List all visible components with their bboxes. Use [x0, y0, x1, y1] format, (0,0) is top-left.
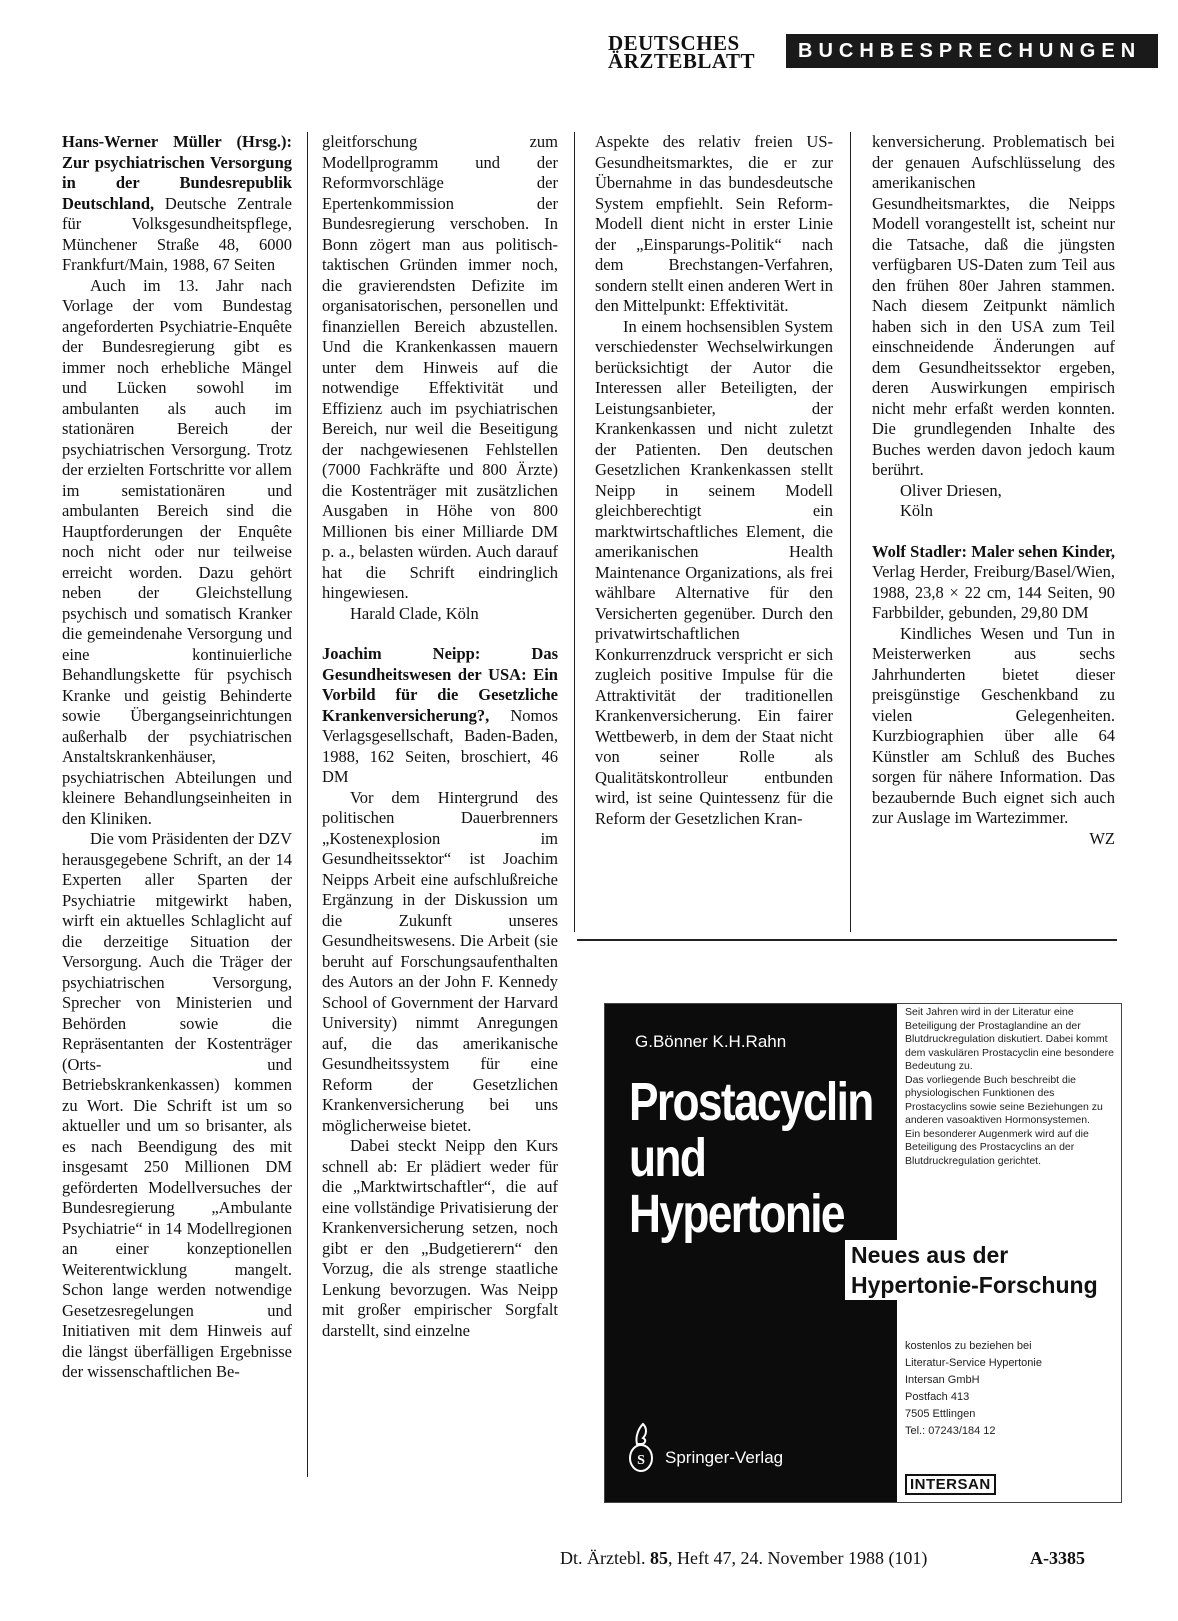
- review-2-signature-name: Oliver Driesen,: [900, 480, 1002, 500]
- column-3: [595, 132, 833, 829]
- review-1-heading: Hans-Werner Müller (Hrsg.): Zur psychiatrischen Versorgung in der Bundesrepublik Deutschland,: [62, 132, 292, 213]
- masthead: [596, 30, 1158, 76]
- review-2-paragraph: In einem hochsensiblen System verschiedenster Wechselwirkungen berücksichtigt der Autor die Interessen aller Beteiligten, der Leistungsanbieter, der Krankenkassen und nicht zuletzt der Patienten. Den deutschen Gesetzlichen Krankenkassen stellt Neipp in seinem Modell gleichberechtigt ein marktwirtschaftliches Element, die amerikanischen Health Maintenance Organizations, als frei wählbare Alternative für den Versicherten gegenüber. Durch den privatwirtschaftlichen Konkurrenzdruck verspricht er sich zugleich positive Impulse für die Attraktivität der traditionellen Krankenversicherung. Ein fairer Wettbewerb, in dem der Staat nicht von seiner Rolle als Qualitätskontrolleur entbunden wird, ist seine Quintessenz für die Reform der Gesetzlichen Kran-: [595, 316, 833, 828]
- review-1-biblio: Deutsche Zentrale für Volksgesundheitspflege, Münchener Straße 48, 6000 Frankfurt/Main, 1988, 67 Seiten: [62, 193, 293, 274]
- book-title: [629, 1074, 873, 1242]
- book-title-line: Hypertonie: [629, 1184, 844, 1244]
- logo-line-2: ÄRZTEBLATT: [608, 49, 755, 73]
- description-text: Seit Jahren wird in der Literatur eine Beteiligung der Prostaglandine an der Blutdruckregulation diskutiert. Dabei kommt dem vaskulären Prostacyclin eine besondere Bedeutung zu.: [905, 1006, 1114, 1072]
- page-number: A-3385: [1030, 1548, 1085, 1568]
- headline-line: Hypertonie-Forschung: [851, 1272, 1098, 1298]
- column-rule: [574, 132, 575, 932]
- review-1-paragraph: Auch im 13. Jahr nach Vorlage der vom Bundestag angeforderten Psychiatrie-Enquête der Bundesregierung gibt es immer noch erhebliche Mängel und Lücken sowohl im ambulanten als auch im stationären Bereich der psychiatrischen Versorgung. Trotz der erzielten Fortschritte vor allem im semistationären und ambulanten Bereich sind die Hauptforderungen der Enquête noch nicht oder nur teilweise erreicht worden. Dazu gehört neben der Gleichstellung psychisch und somatisch Kranker die gemeindenahe Versorgung und eine kontinuierliche Behandlungskette für psychisch Kranke und geistig Behinderte sowie Übergangseinrichtungen außerhalb der psychiatrischen Anstaltskrankenhäuser, psychiatrischen Abteilungen und kleinere Behandlungseinheiten in den Kliniken.: [62, 275, 292, 828]
- review-2-biblio: Nomos Verlagsgesellschaft, Baden-Baden, 1988, 162 Seiten, broschiert, 46 DM: [322, 705, 558, 786]
- order-address-line: 7505 Ettlingen: [905, 1408, 976, 1420]
- section-band: [786, 34, 1158, 68]
- footer-issue: , Heft 47, 24. November 1988 (101): [667, 1548, 928, 1568]
- advert-divider: [577, 939, 1117, 941]
- review-1-paragraph: gleitforschung zum Modellprogramm und der Reformvorschläge der Epertenkommission der Bundesregierung verschoben. In Bonn zögert man aus politisch-taktischen Gründen immer noch, die gravierendsten Defizite im organisatorischen, personellen und finanziellen Bereich abzustellen. Und die Krankenkassen mauern unter dem Hinweis auf die notwendige Effektivität und Effizienz auch im psychiatrischen Bereich, nur weil die Beseitigung der nachgewiesenen Fehlstellen (7000 Fachkräfte und 800 Ärzte) die Kostenträger mit zusätzlichen Ausgaben in Höhe von 800 Millionen bis einer Milliarde DM p. a., belasten würden. Auch darauf hat die Schrift eindringlich hingewiesen.: [322, 132, 558, 602]
- review-3-paragraph: [872, 623, 1115, 848]
- book-authors: G.Bönner K.H.Rahn: [635, 1032, 787, 1051]
- svg-text:S: S: [637, 1453, 645, 1468]
- review-2-paragraph: kenversicherung. Problematisch bei der genauen Aufschlüsselung des amerikanischen Gesundheitsmarktes, die Neipps Modell vorangestellt ist, scheint nur die Tatsache, daß die jüngsten verfügbaren US-Daten zum Teil aus den frühen 80er Jahren stammen. Nach diesem Zeitpunkt nämlich haben sich in den USA zum Teil einschneidende Änderungen auf dem Gesundheitssektor ergeben, deren Auswirkungen empirisch nicht mehr erfaßt werden konnten. Die grundlegenden Inhalte des Buches werden davon jedoch kaum berührt.: [872, 132, 1115, 479]
- headline-line: Neues aus der: [851, 1242, 1009, 1268]
- logo-line-1: DEUTSCHES: [608, 31, 740, 55]
- description-text: Ein besonderer Augenmerk wird auf die Beteiligung des Prostacyclins an der Blutdruckregulation gerichtet.: [905, 1127, 1089, 1167]
- review-2-heading: Joachim Neipp: Das Gesundheitswesen der USA: Ein Vorbild für die Gesetzliche Krankenversicherung?,: [322, 644, 558, 725]
- review-1-paragraph: Die vom Präsidenten der DZV herausgegebene Schrift, an der 14 Experten aller Sparten der Psychiatrie mitgewirkt haben, wirft ein aktuelles Schlaglicht auf die derzeitige Situation der Versorgung. Auch die Träger der psychiatrischen Versorgung, Sprecher von Ministerien und Behörden sowie die Repräsentanten der Kostenträger (Orts- und Betriebskrankenkassen) kommen zu Wort. Die Schrift ist um so aktueller und um so brisanter, als es nach Beendigung des mit insgesamt 250 Millionen DM geförderten Modellversuches der Bundesregierung „Ambulante Psychiatrie“ in 14 Modellregionen an einer konzeptionellen Weiterentwicklung mangelt. Schon lange werden notwendige Gesetzesregelungen und Initiativen mit dem Hinweis auf die längst überfälligen Ergebnisse der wissenschaftlichen Be-: [62, 829, 292, 1381]
- springer-knight-icon: [625, 1414, 657, 1478]
- column-2: [322, 132, 558, 1341]
- publisher-name: Springer-Verlag: [665, 1448, 784, 1467]
- book-advertisement: [604, 1003, 1122, 1503]
- review-2-paragraph: Aspekte des relativ freien US-Gesundheitsmarktes, die er zur Übernahme in das bundesdeutsche System empfiehlt. Sein Reform-Modell dient nicht in erster Linie der „Einsparungs-Politik“ nach dem Brechstangen-Verfahren, sondern stellt einen anderen Wert in den Mittelpunkt: Effektivität.: [595, 132, 833, 315]
- page-footer: [560, 1548, 1085, 1569]
- order-address-line: Postfach 413: [905, 1391, 970, 1403]
- journal-logo: [608, 31, 755, 73]
- review-2-paragraph: Dabei steckt Neipp den Kurs schnell ab: Er plädiert weder für die „Marktwirtschaftler“, die auf eine vollständige Privatisierung der Krankenversicherung setzen, noch gibt er den „Budgetierern“ den Vorzug, die als strenge staatliche Lenkung bevorzugen. Was Neipp mit großer empirischer Sorgfalt darstellt, sind einzelne: [322, 1136, 558, 1340]
- description-text: Das vorliegende Buch beschreibt die physiologischen Funktionen des Prostacyclins sowie seine Beziehungen zu anderen vasoaktiven Hormonsystemen.: [905, 1073, 1103, 1126]
- footer-volume: 85: [649, 1548, 668, 1568]
- review-3-text: Kindliches Wesen und Tun in Meisterwerken aus sechs Jahrhunderten bietet dieser preisgünstige Geschenkband zu vielen Gelegenheiten. Kurzbiographien über alle 64 Künstler am Schluß des Buches sorgen für nähere Information. Das bezaubernde Buch eignet sich auch zur Auslage im Wartezimmer.: [872, 623, 1115, 827]
- order-phone: Tel.: 07243/184 12: [905, 1425, 996, 1437]
- advert-headline: [845, 1240, 1121, 1300]
- book-title-line: Prostacyclin: [629, 1072, 873, 1132]
- review-2-signature-city: Köln: [900, 501, 933, 520]
- book-title-line: und: [629, 1128, 706, 1188]
- review-1-signature: Harald Clade, Köln: [350, 603, 479, 623]
- column-rule: [850, 132, 851, 932]
- column-rule: [307, 132, 308, 1477]
- order-intro: kostenlos zu beziehen bei: [905, 1340, 1032, 1352]
- footer-journal: Dt. Ärztebl.: [560, 1548, 646, 1568]
- review-3-biblio: Verlag Herder, Freiburg/Basel/Wien, 1988, 23,8 × 22 cm, 144 Seiten, 90 Farbbilder, gebunden, 29,80 DM: [872, 562, 1115, 622]
- section-title: BUCHBESPRECHUNGEN: [798, 40, 1142, 62]
- column-4: [872, 132, 1115, 849]
- order-address-line: Intersan GmbH: [905, 1374, 980, 1386]
- book-description: [905, 1006, 1115, 1168]
- review-3-signature: WZ: [1089, 828, 1115, 848]
- order-address: [905, 1338, 1115, 1440]
- order-address-line: Literatur-Service Hypertonie: [905, 1357, 1042, 1369]
- review-2-paragraph: Vor dem Hintergrund des politischen Dauerbrenners „Kostenexplosion im Gesundheitssektor“ ist Joachim Neipps Arbeit eine aufschlußreiche Ergänzung in der Diskussion um die Zukunft unseres Gesundheitswesens. Die Arbeit (sie beruht auf Forschungsaufenthalten des Autors an der John F. Kennedy School of Government der Harvard University) nimmt Anregungen auf, die das amerikanische Gesundheitssystem für eine Reform der Gesetzlichen Krankenversicherung bei uns möglicherweise bietet.: [322, 787, 558, 1135]
- review-3-heading: Wolf Stadler: Maler sehen Kinder,: [872, 541, 1115, 561]
- column-1: [62, 132, 292, 1383]
- intersan-logo: INTERSAN: [905, 1474, 996, 1495]
